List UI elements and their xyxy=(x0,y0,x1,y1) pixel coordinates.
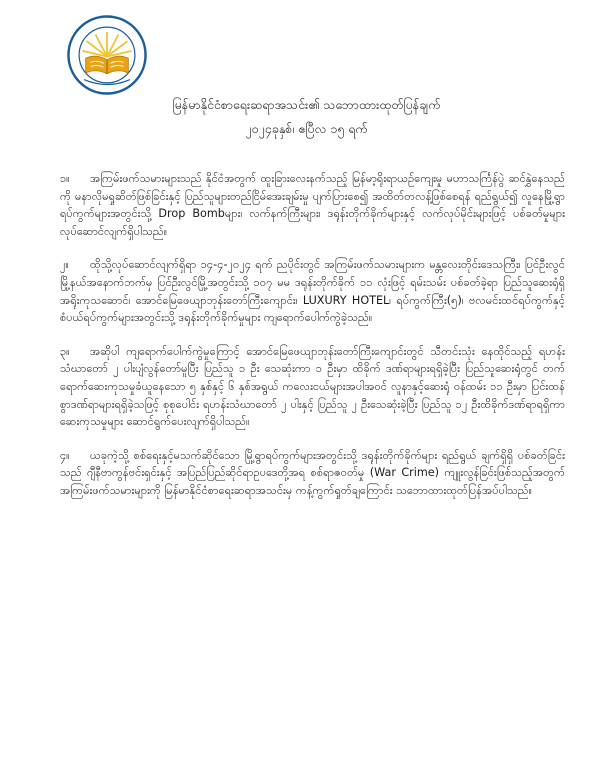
statement-header xyxy=(60,96,553,138)
statement-title: မြန်မာနိုင်ငံစာရေးဆရာအသင်း၏ သဘောထားထုတ်ပြန်ချက် xyxy=(172,97,441,112)
paragraph-3 xyxy=(60,343,565,431)
statement-body xyxy=(60,170,565,516)
paragraph-text: ယခုကဲ့သို့ စစ်ရေးနှင့်မသက်ဆိုင်သော မြို့ရွာရပ်ကွက်များအတွင်းသို့ ဒရုန်းတိုက်ခိုက်များ ရည်ရွယ် ချက်ရှိရှိ ပစ်ခတ်ခြင်းသည် ဂျီနီဗာကွန်ဗင်းရှင်းနှင့် အပြည်ပြည်ဆိုင်ရာဥပဒေတို့အရ စစ်ရာဇဝတ်မှု (War Crime) ကျူးလွန်ခြင်းဖြစ်သည့်အတွက် အကြမ်းဖက်သမားများကို မြန်မာနိုင်ငံစာရေးဆရာအသင်းမှ ကန့်ကွက်ရှုတ်ချကြောင်း သဘောထားထုတ်ပြန်အပ်ပါသည်။ xyxy=(60,448,565,497)
paragraph-2 xyxy=(60,256,565,326)
paragraph-1 xyxy=(60,170,565,240)
paragraph-number: ၃။ xyxy=(60,344,70,358)
paragraph-number: ၁။ xyxy=(60,172,70,185)
association-seal-icon xyxy=(66,14,148,96)
paragraph-4 xyxy=(60,447,565,500)
statement-date: ၂၀၂၄ခုနှစ်၊ ဧပြီလ ၁၅ ရက် xyxy=(245,121,368,136)
paragraph-text: အဆိုပါ ကျရောက်ပေါက်ကွဲမှုကြောင့် အောင်မြေဖေယျာဘုန်းတော်ကြီးကျောင်းတွင် သီတင်းသုံး နေထိုင်သည့် ရဟန်းသံဃာတော် ၂ ပါးပျံလွန်တော်မူပြီး ပြည်သူ ၁ ဦး သေဆုံးကာ ၁ ဦးမှာ ထိခိုက် ဒဏ်ရာများရရှိခဲ့ပြီး ပြည်သူဆေးရုံတွင် တက်ရောက်ဆေးကုသမှုခံယူနေသော ၅ နှစ်နှင့် ၆ နှစ်အရွယ် ကလေးငယ်များအပါအဝင် လူနာနှင့်ဆေးရုံ ဝန်ထမ်း ၁၁ ဦးမှာ ပြင်းထန်စွာဒဏ်ရာများရရှိခဲ့သဖြင့် စုစုပေါင်း ရဟန်းသံဃာတော် ၂ ပါးနှင့် ပြည်သူ ၂ ဦးသေဆုံးခဲ့ပြီး ပြည်သူ ၁၂ ဦးထိခိုက်ဒဏ်ရာရရှိကာ ဆေးကုသမှုများ ဆောင်ရွက်ပေးလျက်ရှိပါသည်။ xyxy=(60,344,565,429)
association-logo xyxy=(66,14,148,96)
paragraph-text: အကြမ်းဖက်သမားများသည် နိုင်ငံအတွက် ထူးခြားလေးနက်သည့် မြန်မာ့ရိုးရာယဉ်ကျေးမှု မဟာသင်္ကြန်ပွဲ ဆင်နွှဲနေသည်ကို မနာလိုမရှုဆိတ်ဖြစ်ခြင်းနှင့် ပြည်သူများတည်ငြိမ်အေးချမ်းမှု ပျက်ပြားစေ၍ အထိတ်တလန့်ဖြစ်စေရန် ရည်ရွယ်၍ လူနေမြို့ရွာရပ်ကွက်များအတွင်းသို့ Drop Bombများ၊ လက်နက်ကြီးများ၊ ဒရုန်းတိုက်ခိုက်များနှင့် လက်လုပ်မိုင်းများဖြင့် ပစ်ခတ်မှုများ လုပ်ဆောင်လျက်ရှိပါသည်။ xyxy=(60,172,565,238)
paragraph-text: ထိုသို့လုပ်ဆောင်လျက်ရှိရာ ၁၄-၄-၂၀၂၄ ရက် ညပိုင်းတွင် အကြမ်းဖက်သမားများက မန္တလေးတိုင်းဒေသကြီး၊ ပြင်ဦးလွင်မြို့နယ်အနောက်ဘက်မှ ပြင်ဦးလွင်မြို့အတွင်းသို့ ၁၀၇ မမ ဒရုန်းတိုက်ခိုက် ၁၁ လုံးဖြင့် ရမ်းသမ်း ပစ်ခတ်ခဲ့ရာ ပြည်သူဆေးရုံရှိ အရိုးကုသဆောင်၊ အောင်မြေဖေယျာဘုန်းတော်ကြီးကျောင်း၊ LUXURY HOTEL၊ ရပ်ကွက်ကြီး(၅)၊ ဗလမင်းထင်ရပ်ကွက်နှင့် စံပယ်ရပ်ကွက်များအတွင်းသို့ ဒရုန်းတိုက်ခိုက်မှုများ ကျရောက်ပေါက်ကွဲခဲ့သည်။ xyxy=(60,258,565,325)
paragraph-number: ၂။ xyxy=(60,258,69,272)
paragraph-number: ၄။ xyxy=(60,448,70,462)
